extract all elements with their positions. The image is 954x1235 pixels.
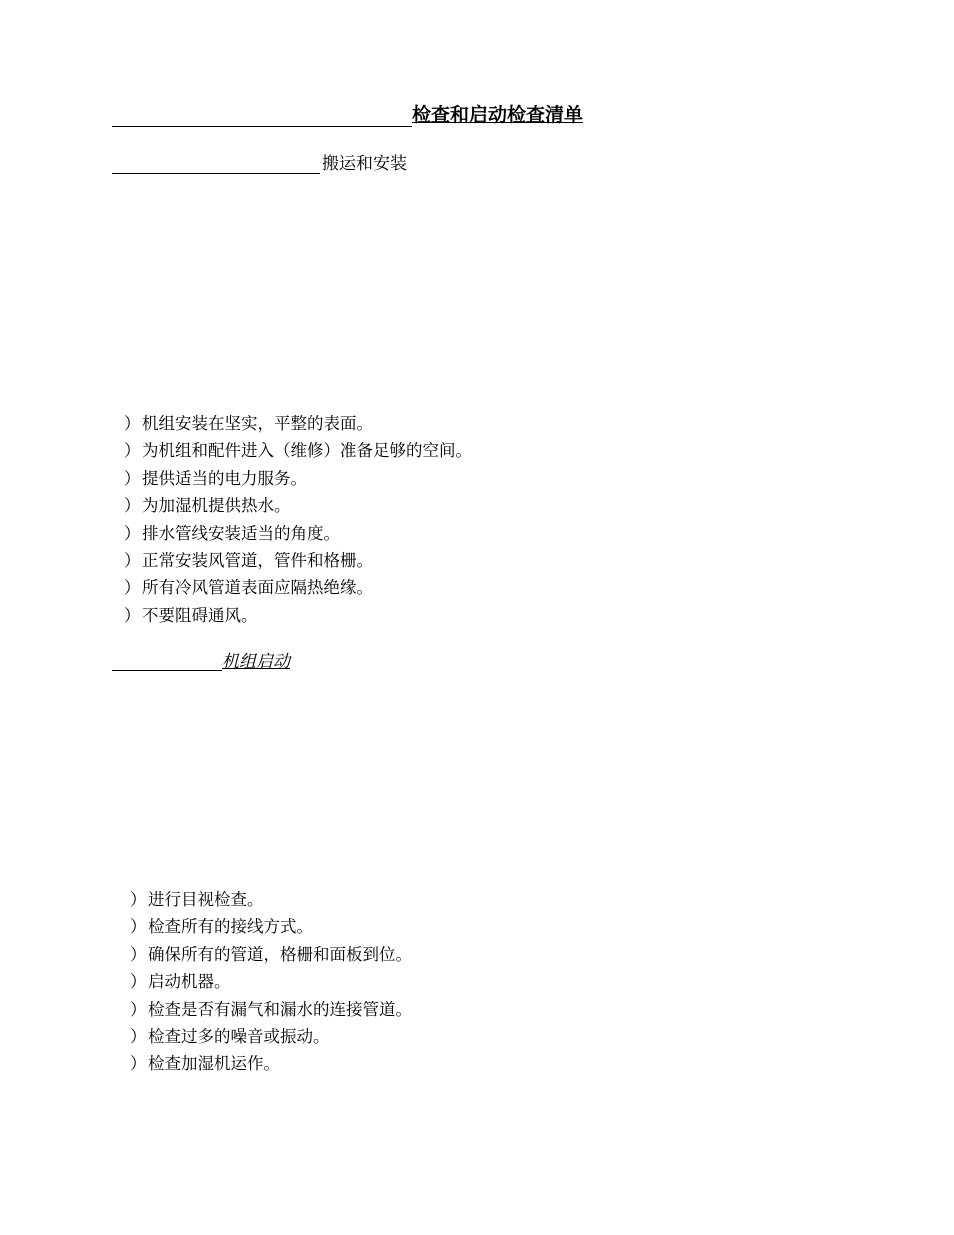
checkbox-marker: ） [130, 999, 147, 1019]
list-item: ）机组安装在坚实，平整的表面。 [124, 410, 472, 437]
list-item: ）检查所有的接线方式。 [130, 913, 412, 940]
section-heading-installation: 搬运和安装 [322, 154, 407, 174]
section-underline-rule [112, 173, 320, 174]
list-item: ）启动机器。 [130, 968, 412, 995]
list-item: ）检查加湿机运作。 [130, 1050, 412, 1077]
list-item: ）进行目视检查。 [130, 886, 412, 913]
list-item: ）不要阻碍通风。 [124, 602, 472, 629]
list-item: ）排水管线安装适当的角度。 [124, 520, 472, 547]
checkbox-marker: ） [124, 578, 141, 598]
checkbox-marker: ） [124, 414, 141, 433]
list-item: ）确保所有的管道，格栅和面板到位。 [130, 941, 412, 968]
checkbox-marker: ） [124, 496, 141, 516]
section-underline-rule [112, 670, 222, 671]
section-heading-startup: 机组启动 [222, 652, 290, 672]
list-item: ）检查过多的噪音或振动。 [130, 1023, 412, 1050]
checkbox-marker: ） [124, 441, 141, 461]
startup-checklist [130, 886, 412, 1078]
list-item: ）所有冷风管道表面应隔热绝缘。 [124, 574, 472, 601]
page-title: 检查和启动检查清单 [412, 104, 584, 126]
checkbox-marker: ） [130, 944, 147, 964]
checkbox-marker: ） [130, 1026, 147, 1046]
checkbox-marker: ） [130, 972, 147, 992]
list-item: ）为加湿机提供热水。 [124, 492, 472, 519]
checkbox-marker: ） [124, 605, 141, 625]
checkbox-marker: ） [124, 468, 141, 488]
list-item: ）检查是否有漏气和漏水的连接管道。 [130, 996, 412, 1023]
title-underline-rule [112, 126, 412, 127]
checkbox-marker: ） [130, 917, 147, 937]
list-item: ）提供适当的电力服务。 [124, 465, 472, 492]
checkbox-marker: ） [124, 550, 141, 570]
installation-checklist [124, 410, 472, 629]
checkbox-marker: ） [130, 890, 147, 909]
checkbox-marker: ） [130, 1054, 147, 1074]
checkbox-marker: ） [124, 523, 141, 543]
list-item: ）为机组和配件进入（维修）准备足够的空间。 [124, 437, 472, 464]
list-item: ）正常安装风管道，管件和格栅。 [124, 547, 472, 574]
